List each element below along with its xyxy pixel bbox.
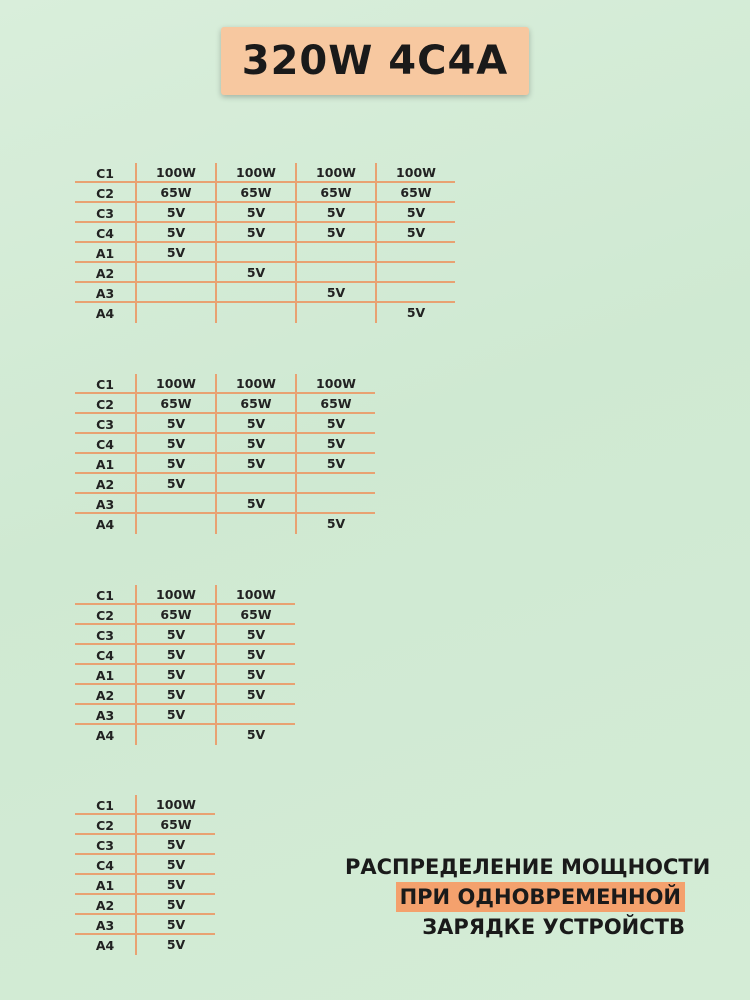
power-cell: 5V (135, 625, 215, 645)
power-cell: 100W (375, 163, 455, 183)
power-cell (215, 514, 295, 534)
power-cell: 100W (215, 585, 295, 605)
caption-line-2-highlight: ПРИ ОДНОВРЕМЕННОЙ (396, 882, 685, 912)
power-cell: 5V (295, 223, 375, 243)
power-cell: 5V (135, 223, 215, 243)
power-cell: 5V (375, 303, 455, 323)
table-row (75, 795, 215, 815)
port-label: A1 (95, 246, 115, 261)
caption-line-1: РАСПРЕДЕЛЕНИЕ МОЩНОСТИ (345, 855, 711, 879)
table-row (75, 605, 295, 625)
table-row (75, 374, 375, 394)
power-cell (295, 474, 375, 494)
port-label: C2 (96, 818, 114, 833)
table-row (75, 645, 295, 665)
power-cell: 5V (215, 454, 295, 474)
power-table-3-ports (75, 374, 375, 534)
power-cell: 65W (215, 605, 295, 625)
power-cell: 5V (135, 875, 215, 895)
port-label: C1 (96, 588, 114, 603)
power-cell (215, 474, 295, 494)
power-cell: 5V (215, 223, 295, 243)
power-cell: 65W (375, 183, 455, 203)
power-cell: 5V (135, 434, 215, 454)
table-row (75, 454, 375, 474)
power-cell (215, 283, 295, 303)
power-cell: 5V (295, 454, 375, 474)
power-cell: 5V (135, 203, 215, 223)
power-cell: 5V (135, 685, 215, 705)
power-cell: 5V (135, 474, 215, 494)
power-cell: 5V (215, 625, 295, 645)
power-cell (295, 494, 375, 514)
power-cell: 5V (135, 935, 215, 955)
port-label: C1 (96, 377, 114, 392)
power-cell: 65W (135, 394, 215, 414)
power-cell: 5V (135, 705, 215, 725)
power-cell: 5V (135, 243, 215, 263)
table-row (75, 514, 375, 534)
power-cell: 100W (215, 163, 295, 183)
power-cell: 5V (135, 665, 215, 685)
power-table-2-ports (75, 585, 295, 745)
port-label: C1 (96, 798, 114, 813)
power-cell: 5V (135, 915, 215, 935)
page-title: 320W 4C4A (241, 38, 509, 84)
power-cell (135, 725, 215, 745)
port-label: A4 (95, 517, 115, 532)
table-row (75, 665, 295, 685)
table-row (75, 394, 375, 414)
port-label: A4 (95, 728, 115, 743)
table-row (75, 243, 455, 263)
port-label: A1 (95, 457, 115, 472)
power-cell: 100W (135, 585, 215, 605)
table-row (75, 203, 455, 223)
power-cell: 100W (135, 795, 215, 815)
table-row (75, 223, 455, 243)
table-row (75, 875, 215, 895)
power-cell: 5V (215, 203, 295, 223)
power-cell (215, 705, 295, 725)
power-cell: 65W (215, 183, 295, 203)
port-label: C3 (96, 417, 114, 432)
table-row (75, 303, 455, 323)
power-cell: 5V (135, 454, 215, 474)
table-row (75, 815, 215, 835)
power-cell: 5V (215, 414, 295, 434)
port-label: C4 (96, 858, 114, 873)
power-cell: 5V (295, 283, 375, 303)
table-row (75, 163, 455, 183)
table-row (75, 705, 295, 725)
table-row (75, 414, 375, 434)
power-cell (215, 303, 295, 323)
power-cell: 65W (295, 183, 375, 203)
power-cell (135, 303, 215, 323)
table-row (75, 625, 295, 645)
port-label: A3 (95, 708, 115, 723)
port-label: A4 (95, 938, 115, 953)
power-cell (135, 514, 215, 534)
power-cell: 100W (295, 374, 375, 394)
power-cell: 5V (215, 434, 295, 454)
power-cell: 5V (215, 685, 295, 705)
table-row (75, 585, 295, 605)
power-cell: 5V (295, 514, 375, 534)
table-row (75, 835, 215, 855)
port-label: A2 (95, 266, 115, 281)
table-row (75, 935, 215, 955)
power-cell: 65W (135, 183, 215, 203)
port-label: A2 (95, 898, 115, 913)
port-label: C2 (96, 608, 114, 623)
power-cell: 5V (135, 645, 215, 665)
power-cell: 100W (215, 374, 295, 394)
port-label: A3 (95, 918, 115, 933)
caption (345, 852, 711, 942)
power-cell (375, 243, 455, 263)
power-cell: 5V (375, 203, 455, 223)
table-row (75, 283, 455, 303)
power-cell: 5V (215, 494, 295, 514)
port-label: C2 (96, 397, 114, 412)
power-cell: 5V (295, 434, 375, 454)
power-cell: 65W (215, 394, 295, 414)
power-cell (295, 243, 375, 263)
power-table-4-ports (75, 163, 455, 323)
power-cell (375, 263, 455, 283)
table-row (75, 183, 455, 203)
port-label: A4 (95, 306, 115, 321)
port-label: A1 (95, 878, 115, 893)
port-label: A2 (95, 688, 115, 703)
port-label: C2 (96, 186, 114, 201)
table-row (75, 263, 455, 283)
power-cell (295, 263, 375, 283)
power-cell: 5V (135, 414, 215, 434)
table-row (75, 474, 375, 494)
table-row (75, 494, 375, 514)
power-cell (295, 303, 375, 323)
power-cell (135, 263, 215, 283)
power-cell: 5V (135, 895, 215, 915)
power-cell: 65W (295, 394, 375, 414)
power-cell (215, 243, 295, 263)
port-label: A1 (95, 668, 115, 683)
power-cell: 5V (375, 223, 455, 243)
title-badge (221, 27, 529, 95)
power-cell: 65W (135, 815, 215, 835)
table-row (75, 895, 215, 915)
power-cell: 65W (135, 605, 215, 625)
port-label: C4 (96, 437, 114, 452)
table-row (75, 915, 215, 935)
port-label: C4 (96, 648, 114, 663)
power-cell: 5V (215, 263, 295, 283)
power-cell: 100W (135, 374, 215, 394)
power-cell: 5V (215, 665, 295, 685)
port-label: C4 (96, 226, 114, 241)
port-label: A3 (95, 286, 115, 301)
power-cell (375, 283, 455, 303)
port-label: A3 (95, 497, 115, 512)
power-cell: 100W (135, 163, 215, 183)
power-cell: 5V (135, 855, 215, 875)
table-row (75, 434, 375, 454)
port-label: C3 (96, 838, 114, 853)
power-cell: 5V (295, 414, 375, 434)
port-label: A2 (95, 477, 115, 492)
port-label: C1 (96, 166, 114, 181)
power-cell (135, 283, 215, 303)
power-cell: 5V (215, 645, 295, 665)
power-table-1-port (75, 795, 215, 955)
table-row (75, 725, 295, 745)
port-label: C3 (96, 628, 114, 643)
power-cell: 5V (135, 835, 215, 855)
port-label: C3 (96, 206, 114, 221)
power-cell: 5V (215, 725, 295, 745)
power-cell: 100W (295, 163, 375, 183)
power-cell (135, 494, 215, 514)
power-cell: 5V (295, 203, 375, 223)
caption-line-3: ЗАРЯДКЕ УСТРОЙСТВ (422, 915, 685, 939)
table-row (75, 685, 295, 705)
table-row (75, 855, 215, 875)
